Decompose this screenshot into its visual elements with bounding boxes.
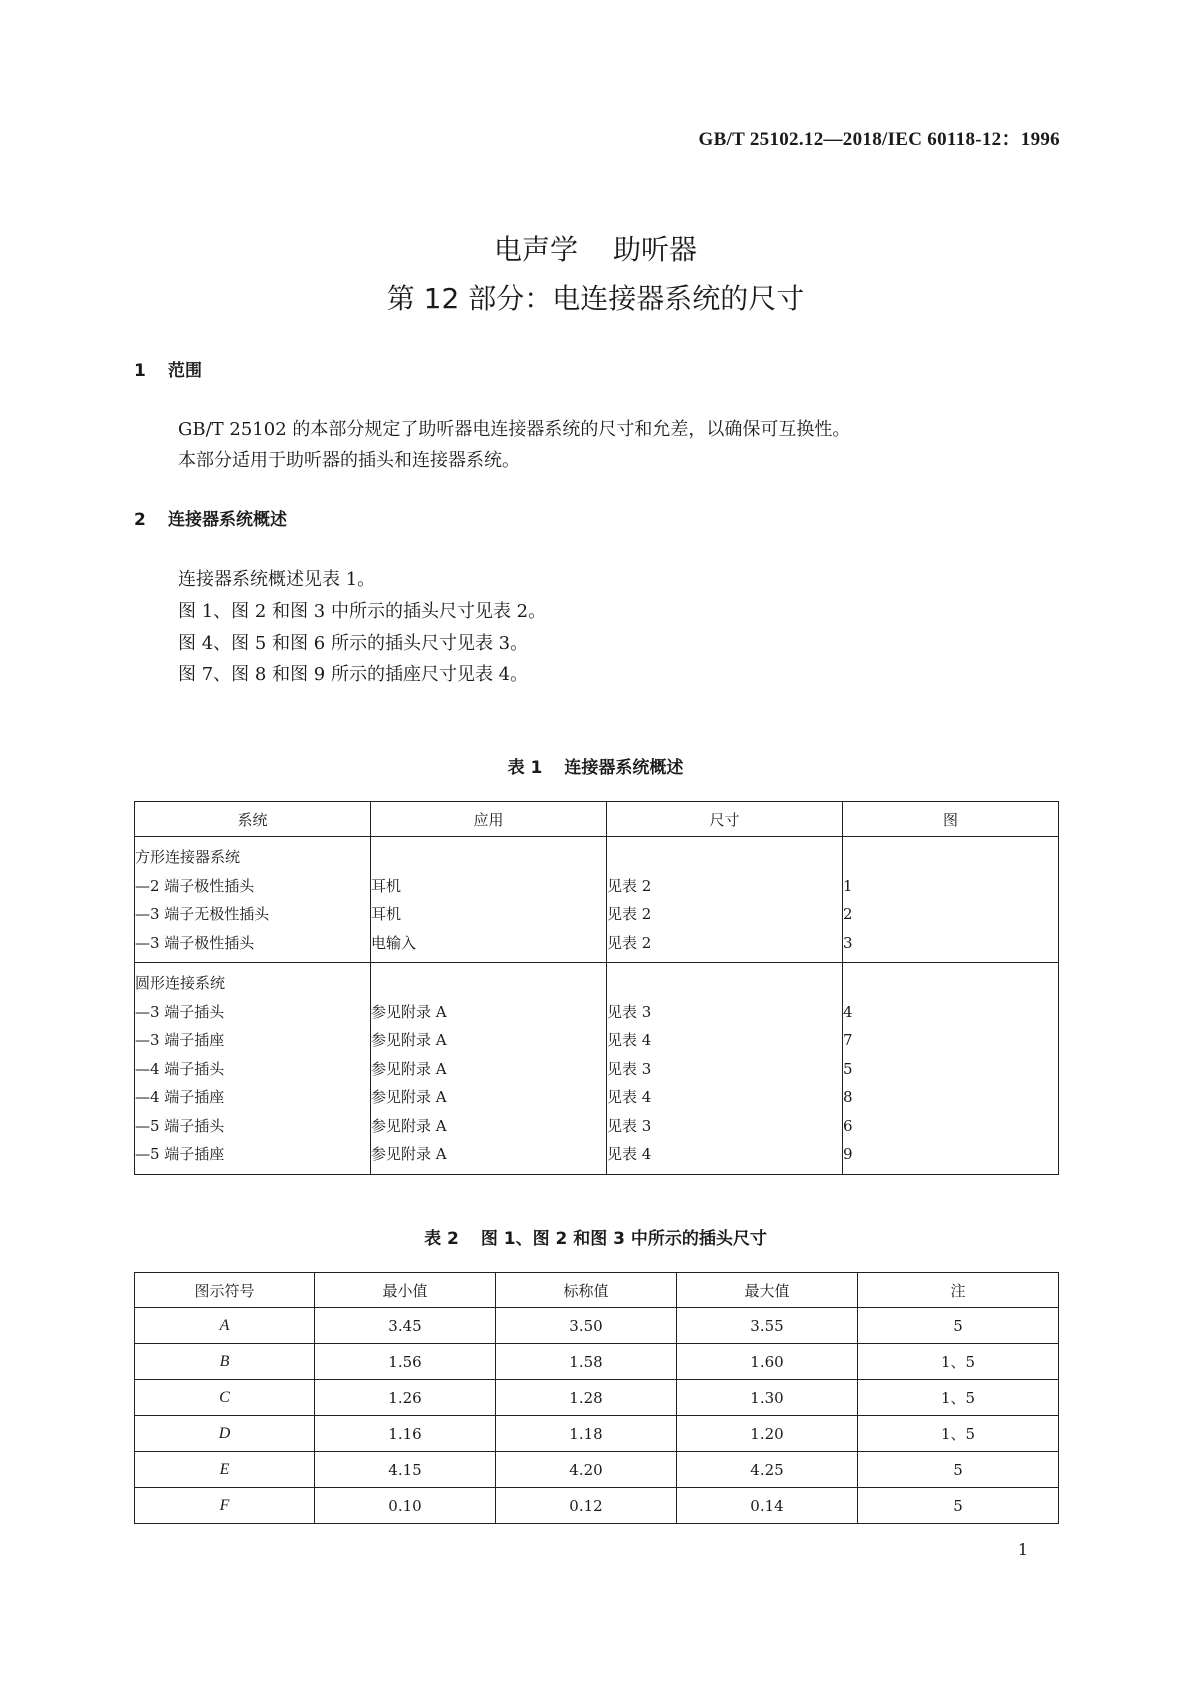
system-name: —3 端子插座	[135, 1031, 225, 1049]
min-cell: 1.26	[315, 1380, 496, 1416]
paragraph: GB/T 25102 的本部分规定了助听器电连接器系统的尺寸和允差，以确保可互换性。	[178, 419, 851, 440]
application-value: 耳机	[371, 876, 402, 895]
symbol-cell: A	[135, 1308, 315, 1344]
document-title-main: 电声学 助听器	[494, 233, 697, 266]
max-cell: 1.20	[677, 1416, 858, 1452]
document-title-part: 第 12 部分：电连接器系统的尺寸	[386, 282, 805, 315]
note-cell: 5	[858, 1308, 1059, 1344]
paragraph: 图 4、图 5 和图 6 所示的插头尺寸见表 3。	[178, 633, 529, 654]
system-name: —4 端子插头	[135, 1059, 225, 1078]
table-row	[135, 1452, 1059, 1488]
column-header-system: 系统	[135, 802, 371, 837]
application-value: 耳机	[371, 905, 402, 923]
system-cell	[135, 963, 371, 1175]
nominal-cell: 3.50	[496, 1308, 677, 1344]
application-value: 参见附录 A	[371, 1059, 447, 1078]
symbol-cell: E	[135, 1452, 315, 1488]
group-title: 方形连接器系统	[135, 848, 241, 866]
dimension-value: 见表 2	[607, 905, 652, 923]
section-title: 连接器系统概述	[168, 510, 287, 530]
system-name: —3 端子插头	[135, 1002, 225, 1021]
application-value: 参见附录 A	[371, 1088, 447, 1106]
dimension-value: 见表 2	[607, 933, 652, 952]
figure-value: 5	[843, 1059, 853, 1078]
system-name: —2 端子极性插头	[135, 876, 255, 895]
paragraph: 图 1、图 2 和图 3 中所示的插头尺寸见表 2。	[178, 601, 547, 622]
table-row	[135, 1308, 1059, 1344]
table1-caption-title: 连接器系统概述	[564, 758, 684, 778]
application-cell	[371, 963, 607, 1175]
plug-dimensions-table	[134, 1272, 1059, 1524]
table2-caption	[0, 1224, 1191, 1249]
dimension-value: 见表 4	[607, 1145, 652, 1163]
figure-value: 9	[843, 1145, 853, 1163]
application-value: 参见附录 A	[371, 1145, 447, 1163]
system-name: —3 端子无极性插头	[135, 905, 270, 923]
figure-value: 7	[843, 1031, 853, 1049]
nominal-cell: 1.28	[496, 1380, 677, 1416]
figure-value: 6	[843, 1116, 853, 1135]
table1-caption	[0, 753, 1191, 778]
table-row	[135, 1488, 1059, 1524]
table-group-square	[135, 837, 1059, 963]
table-group-circular	[135, 963, 1059, 1175]
dimension-value: 见表 4	[607, 1031, 652, 1049]
max-cell: 4.25	[677, 1452, 858, 1488]
section-number: 1	[134, 361, 146, 381]
application-value: 参见附录 A	[371, 1002, 447, 1021]
min-cell: 3.45	[315, 1308, 496, 1344]
nominal-cell: 0.12	[496, 1488, 677, 1524]
column-header-max: 最大值	[677, 1273, 858, 1308]
section-heading-scope	[134, 356, 202, 381]
nominal-cell: 4.20	[496, 1452, 677, 1488]
application-value: 参见附录 A	[371, 1031, 447, 1049]
page-number: 1	[1017, 1540, 1028, 1559]
figure-cell	[843, 963, 1059, 1175]
figure-value: 4	[843, 1002, 853, 1021]
max-cell: 3.55	[677, 1308, 858, 1344]
system-name: —3 端子极性插头	[135, 933, 255, 952]
figure-value: 3	[843, 933, 853, 952]
column-header-symbol: 图示符号	[135, 1273, 315, 1308]
paragraph: 连接器系统概述见表 1。	[178, 569, 376, 590]
dimension-value: 见表 3	[607, 1002, 652, 1021]
connector-overview-table	[134, 801, 1059, 1175]
symbol-cell: C	[135, 1380, 315, 1416]
max-cell: 1.60	[677, 1344, 858, 1380]
system-name: —5 端子插座	[135, 1145, 225, 1163]
dimension-value: 见表 2	[607, 876, 652, 895]
column-header-figure: 图	[843, 802, 1059, 837]
dimension-value: 见表 4	[607, 1088, 652, 1106]
table2-caption-number: 表 2	[424, 1229, 459, 1249]
column-header-note: 注	[858, 1273, 1059, 1308]
figure-value: 8	[843, 1088, 853, 1106]
note-cell: 5	[858, 1452, 1059, 1488]
symbol-cell: B	[135, 1344, 315, 1380]
table-row	[135, 1344, 1059, 1380]
max-cell: 1.30	[677, 1380, 858, 1416]
figure-cell	[843, 837, 1059, 963]
column-header-dimension: 尺寸	[607, 802, 843, 837]
min-cell: 4.15	[315, 1452, 496, 1488]
table-header-row	[135, 802, 1059, 837]
nominal-cell: 1.58	[496, 1344, 677, 1380]
section-number: 2	[134, 510, 146, 530]
nominal-cell: 1.18	[496, 1416, 677, 1452]
symbol-cell: F	[135, 1488, 315, 1524]
note-cell: 1、5	[858, 1416, 1059, 1452]
table1-caption-number: 表 1	[507, 758, 543, 778]
dimension-cell	[607, 963, 843, 1175]
dimension-cell	[607, 837, 843, 963]
system-cell	[135, 837, 371, 963]
note-cell: 1、5	[858, 1380, 1059, 1416]
dimension-value: 见表 3	[607, 1116, 652, 1135]
standard-code: GB/T 25102.12—2018/IEC 60118-12：1996	[698, 129, 1060, 150]
system-name: —4 端子插座	[135, 1088, 225, 1106]
column-header-application: 应用	[371, 802, 607, 837]
table-row	[135, 1380, 1059, 1416]
paragraph: 图 7、图 8 和图 9 所示的插座尺寸见表 4。	[178, 664, 529, 685]
min-cell: 1.16	[315, 1416, 496, 1452]
figure-value: 2	[843, 905, 853, 923]
note-cell: 5	[858, 1488, 1059, 1524]
application-value: 参见附录 A	[371, 1116, 447, 1135]
section-heading-overview	[134, 505, 287, 530]
note-cell: 1、5	[858, 1344, 1059, 1380]
column-header-nominal: 标称值	[496, 1273, 677, 1308]
system-name: —5 端子插头	[135, 1116, 225, 1135]
paragraph: 本部分适用于助听器的插头和连接器系统。	[178, 450, 520, 471]
column-header-min: 最小值	[315, 1273, 496, 1308]
max-cell: 0.14	[677, 1488, 858, 1524]
application-cell	[371, 837, 607, 963]
dimension-value: 见表 3	[607, 1059, 652, 1078]
min-cell: 1.56	[315, 1344, 496, 1380]
symbol-cell: D	[135, 1416, 315, 1452]
table-header-row	[135, 1273, 1059, 1308]
section-title: 范围	[168, 361, 202, 381]
table2-caption-title: 图 1、图 2 和图 3 中所示的插头尺寸	[480, 1229, 767, 1249]
group-title: 圆形连接系统	[135, 974, 226, 992]
application-value: 电输入	[371, 933, 417, 952]
min-cell: 0.10	[315, 1488, 496, 1524]
table-row	[135, 1416, 1059, 1452]
figure-value: 1	[843, 876, 853, 895]
